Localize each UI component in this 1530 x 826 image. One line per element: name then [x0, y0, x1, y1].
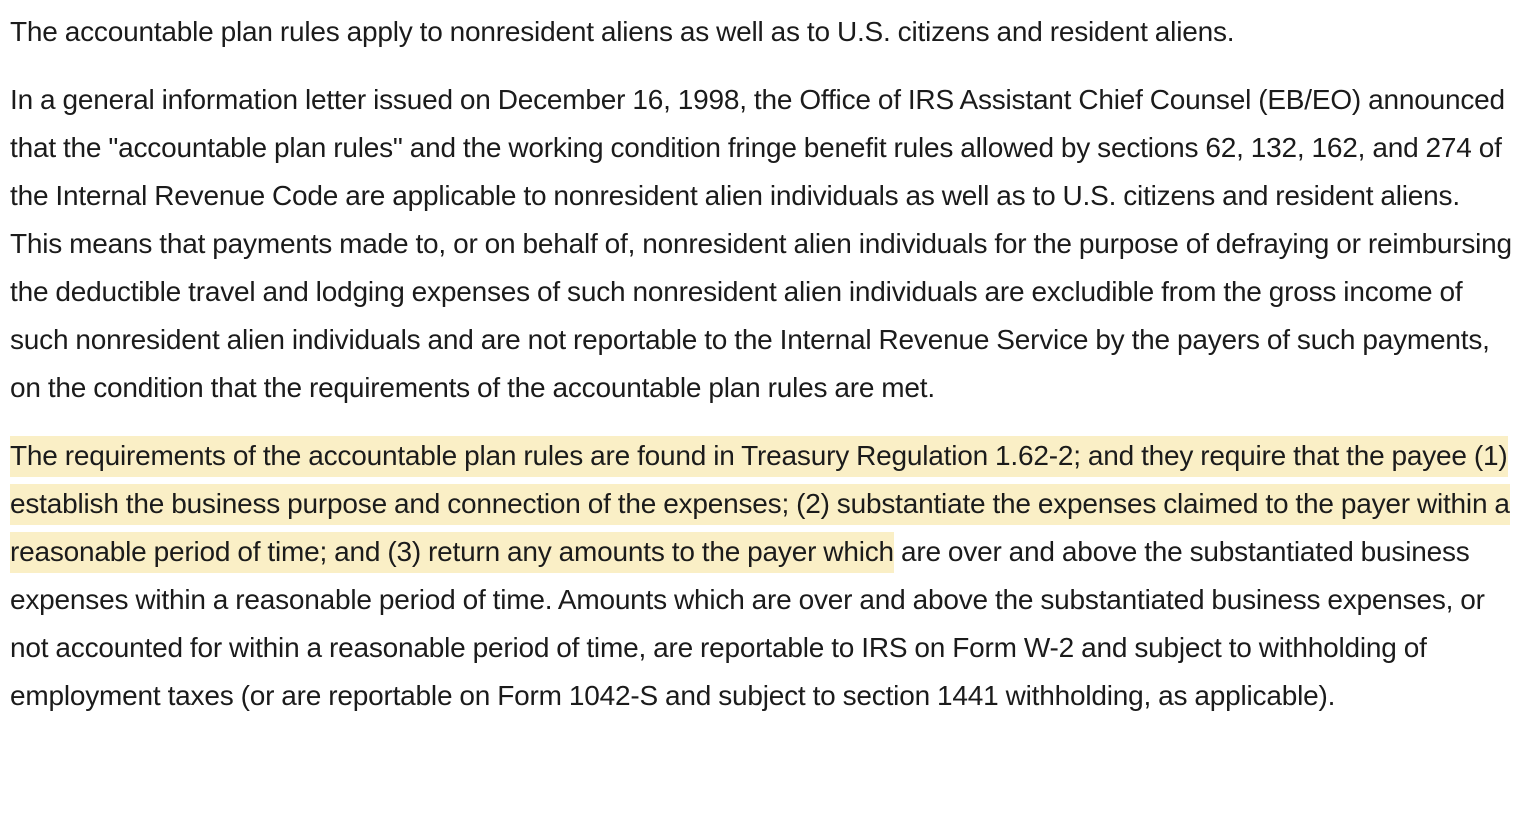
paragraph-remainder-text: are over and above the substantiated business expenses within a reasonable period of time. Amounts which are over and above the substantiated business expenses, or not accounted for within a reasonable period of time, are reportable to IRS on Form W-2 and subject to withholding of employment taxes (or are reportable on Form 1042-S and subject to section 1441 withholding, as applicable).	[10, 536, 1485, 711]
paragraph-accountable-plan-requirements	[10, 432, 1512, 720]
paragraph-accountable-plan-intro: The accountable plan rules apply to nonresident aliens as well as to U.S. citizens and resident aliens.	[10, 16, 1235, 47]
paragraph-general-information-letter: In a general information letter issued on December 16, 1998, the Office of IRS Assistant Chief Counsel (EB/EO) announced that the "accountable plan rules" and the working condition fringe benefit rules allowed by sections 62, 132, 162, and 274 of the Internal Revenue Code are applicable to nonresident alien individuals as well as to U.S. citizens and resident aliens. This means that payments made to, or on behalf of, nonresident alien individuals for the purpose of defraying or reimbursing the deductible travel and lodging expenses of such nonresident alien individuals are excludible from the gross income of such nonresident alien individuals and are not reportable to the Internal Revenue Service by the payers of such payments, on the condition that the requirements of the accountable plan rules are met.	[10, 84, 1512, 403]
highlighted-text-selection[interactable]: The requirements of the accountable plan rules are found in Treasury Regulation 1.62-2; and they require that the payee (1) establish the business purpose and connection of the expenses; (2) substantiate the expenses claimed to the payer within a reasonable period of time; and (3) return any amounts to the payer which	[10, 436, 1510, 573]
